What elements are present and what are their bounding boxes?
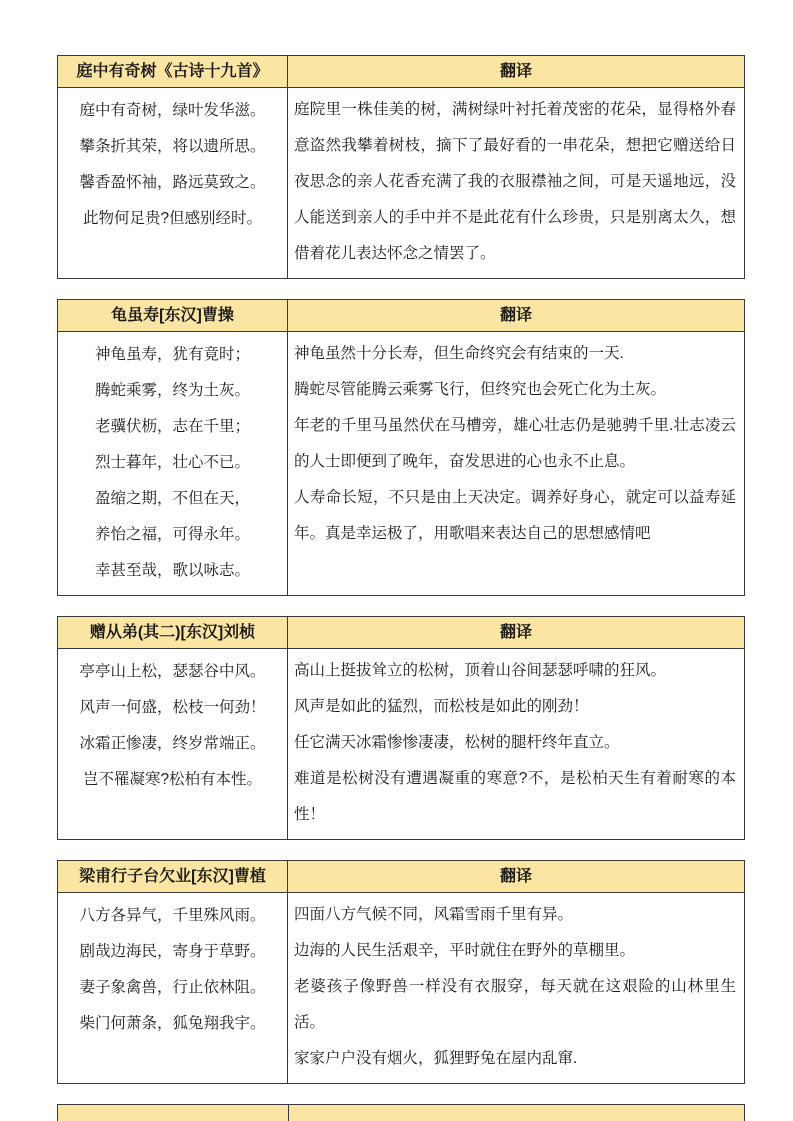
poem-table <box>57 299 745 596</box>
poem-line: 庭中有奇树，绿叶发华滋。 <box>79 102 266 119</box>
poem-line: 养怡之福，可得永年。 <box>94 526 250 543</box>
poem-line: 烈士暮年，壮心不已。 <box>94 454 250 471</box>
poem-title-cell: 赠从弟(其二)[东汉]刘桢 <box>58 617 288 648</box>
poem-line: 幸甚至哉，歌以咏志。 <box>94 562 250 579</box>
translation-cell <box>288 332 744 595</box>
translation-cell <box>288 893 744 1083</box>
translation-paragraph: 四面八方气候不同，风霜雪雨千里有异。 <box>294 906 574 923</box>
next-table-column-divider <box>288 1105 289 1121</box>
poem-line: 妻子象禽兽，行止依林阻。 <box>79 979 266 996</box>
next-table-header-partial <box>57 1104 745 1121</box>
poem-line: 此物何足贵?但感别经时。 <box>82 210 263 227</box>
poem-line: 腾蛇乘雾，终为土灰。 <box>94 382 250 399</box>
poem-table <box>57 860 745 1084</box>
table-body-row <box>58 332 744 595</box>
poem-line: 八方各异气，千里殊风雨。 <box>79 907 266 924</box>
poem-cell <box>58 88 288 278</box>
translation-header-cell: 翻译 <box>499 63 532 80</box>
poem-table <box>57 616 745 840</box>
translation-paragraph: 高山上挺拔耸立的松树，顶着山谷间瑟瑟呼啸的狂风。 <box>294 662 667 679</box>
poem-line: 剧哉边海民，寄身于草野。 <box>79 943 266 960</box>
table-body-row <box>58 893 744 1083</box>
poem-line: 岂不罹凝寒?松柏有本性。 <box>82 771 263 788</box>
poem-cell <box>58 332 288 595</box>
tables-container <box>57 55 745 1104</box>
poem-title-cell: 龟虽寿[东汉]曹操 <box>58 300 288 331</box>
poem-table <box>57 55 745 279</box>
translation-header-cell: 翻译 <box>499 624 532 641</box>
poem-line: 盈缩之期，不但在天， <box>94 490 250 507</box>
poem-line: 风声一何盛，松枝一何劲！ <box>79 699 266 716</box>
poem-line: 神龟虽寿，犹有竟时； <box>94 346 250 363</box>
poem-cell <box>58 649 288 839</box>
poem-title-cell: 梁甫行子台欠业[东汉]曹植 <box>58 861 288 892</box>
translation-paragraph: 风声是如此的猛烈，而松枝是如此的刚劲！ <box>294 698 589 715</box>
table-header-row <box>58 300 744 332</box>
translation-paragraph: 年老的千里马虽然伏在马槽旁，雄心壮志仍是驰骋千里.壮志凌云的人士即便到了晚年，奋发思进的心也永不止息。 <box>294 417 736 470</box>
translation-paragraph: 人寿命长短，不只是由上天决定。调养好身心，就定可以益寿延年。真是幸运极了，用歌唱来表达自己的思想感情吧 <box>294 489 736 542</box>
translation-paragraph: 边海的人民生活艰辛，平时就住在野外的草棚里。 <box>294 942 636 959</box>
poem-line: 冰霜正惨凄，终岁常端正。 <box>79 735 266 752</box>
poem-cell <box>58 893 288 1083</box>
table-body-row <box>58 88 744 278</box>
translation-paragraph: 庭院里一株佳美的树，满树绿叶衬托着茂密的花朵，显得格外春意盗然我攀着树枝，摘下了最好看的一串花朵，想把它赠送给日夜思念的亲人花香充满了我的衣服襟袖之间，可是天遥地远，没人能送到亲人的手中并不是此花有什么珍贵，只是别离太久，想借着花儿表达怀念之情罢了。 <box>294 101 736 262</box>
table-header-row <box>58 617 744 649</box>
translation-header-cell: 翻译 <box>499 868 532 885</box>
translation-cell <box>288 649 744 839</box>
translation-header-cell: 翻译 <box>499 307 532 324</box>
poem-line: 亭亭山上松，瑟瑟谷中风。 <box>79 663 266 680</box>
poem-line: 馨香盈怀袖，路远莫致之。 <box>79 174 266 191</box>
translation-paragraph: 家家户户没有烟火，狐狸野兔在屋内乱窜. <box>294 1050 578 1067</box>
poem-title-cell: 庭中有奇树《古诗十九首》 <box>58 56 288 87</box>
translation-paragraph: 任它满天冰霜惨惨凄凄，松树的腿杆终年直立。 <box>294 734 620 751</box>
poem-line: 柴门何萧条，狐兔翔我宇。 <box>79 1015 266 1032</box>
translation-paragraph: 腾蛇尽管能腾云乘雾飞行，但终究也会死亡化为土灰。 <box>294 381 667 398</box>
translation-cell <box>288 88 744 278</box>
table-header-row <box>58 56 744 88</box>
table-body-row <box>58 649 744 839</box>
translation-paragraph: 神龟虽然十分长寿，但生命终究会有结束的一天. <box>294 345 624 362</box>
translation-paragraph: 老婆孩子像野兽一样没有衣服穿，每天就在这艰险的山林里生活。 <box>294 978 736 1031</box>
table-header-row <box>58 861 744 893</box>
translation-paragraph: 难道是松树没有遭遇凝重的寒意?不，是松柏天生有着耐寒的本性！ <box>294 770 736 823</box>
poem-line: 攀条折其荣，将以遗所思。 <box>79 138 266 155</box>
poem-line: 老骥伏枥，志在千里； <box>94 418 250 435</box>
